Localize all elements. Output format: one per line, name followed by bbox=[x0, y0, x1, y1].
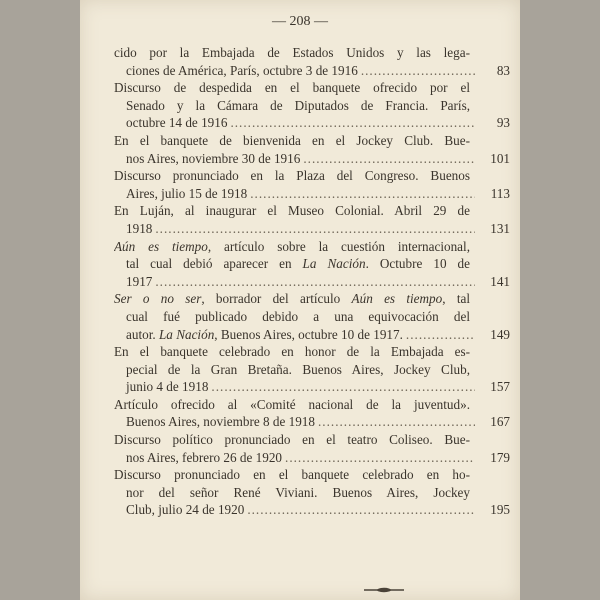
toc-entry bbox=[114, 396, 510, 431]
toc-text bbox=[126, 150, 300, 168]
toc-text: nos Aires, noviembre 30 de 1916 bbox=[126, 150, 301, 166]
toc-text: , artículo sobre la cuestión internacional, bbox=[207, 238, 470, 254]
toc-page-number: 93 bbox=[496, 115, 510, 131]
toc-text: 1918 bbox=[126, 220, 153, 236]
toc-entry-last-line bbox=[114, 114, 510, 132]
toc-entry-last-line bbox=[114, 449, 510, 467]
toc-entry-line: pecial de la Gran Bretaña. Buenos Aires, Jockey Club, bbox=[126, 361, 470, 377]
toc-page-number: 167 bbox=[490, 414, 510, 430]
toc-page-number: 149 bbox=[490, 326, 510, 342]
toc-text: , borrador del artículo bbox=[201, 291, 352, 307]
dot-leader bbox=[211, 378, 475, 396]
toc-italic-title: Ser o no ser bbox=[114, 291, 202, 307]
toc-text: . Octubre 10 de bbox=[365, 256, 470, 272]
toc-entry-last-line bbox=[114, 326, 510, 344]
toc-entry-line: En Luján, al inaugurar el Museo Colonial. Abril 29 de bbox=[114, 203, 470, 219]
toc-entry bbox=[114, 466, 510, 519]
toc-text bbox=[126, 326, 403, 344]
dot-leader bbox=[250, 185, 475, 203]
toc-text bbox=[126, 114, 227, 132]
toc-text bbox=[126, 378, 208, 396]
toc-entry-last-line bbox=[114, 378, 510, 396]
toc-entry-last-line bbox=[114, 62, 510, 80]
toc-entry-line: Discurso de despedida en el banquete ofrecido por el bbox=[114, 80, 470, 96]
dot-leader bbox=[285, 449, 475, 467]
toc-text bbox=[126, 449, 282, 467]
toc-entry-line: En el banquete celebrado en honor de la Embajada es- bbox=[114, 344, 470, 360]
dot-leader bbox=[361, 62, 475, 80]
toc-text: Aires, julio 15 de 1918 bbox=[126, 185, 248, 201]
toc-text bbox=[126, 62, 358, 80]
toc-text: 1917 bbox=[126, 273, 153, 289]
toc-text bbox=[126, 273, 152, 291]
toc-text bbox=[126, 413, 315, 431]
toc-page-number: 157 bbox=[490, 379, 510, 395]
page-number-header: — 208 — bbox=[272, 14, 328, 29]
toc-text: nos Aires, febrero 26 de 1920 bbox=[126, 449, 283, 465]
dot-leader bbox=[247, 501, 475, 519]
toc-text: junio 4 de 1918 bbox=[126, 379, 209, 395]
dot-leader bbox=[155, 273, 475, 291]
dot-leader bbox=[230, 114, 475, 132]
toc-entry bbox=[114, 431, 510, 466]
toc-entry-line: nor del señor René Viviani. Buenos Aires, Jockey bbox=[126, 484, 470, 500]
toc-entry-line: cido por la Embajada de Estados Unidos y las lega- bbox=[114, 45, 470, 60]
toc-page-number: 101 bbox=[490, 150, 510, 166]
toc-text: Buenos Aires, noviembre 8 de 1918 bbox=[126, 414, 315, 430]
toc-entry-line: Artículo ofrecido al «Comité nacional de la juventud». bbox=[114, 396, 470, 412]
toc-text: tal cual debió aparecer en bbox=[126, 256, 303, 272]
toc-entry-last-line bbox=[114, 185, 510, 203]
table-of-contents bbox=[114, 44, 510, 519]
toc-entry-line bbox=[114, 255, 510, 273]
toc-entry-line: Discurso político pronunciado en el teatro Coliseo. Bue- bbox=[114, 432, 470, 448]
toc-text: ciones de América, París, octubre 3 de 1916 bbox=[126, 62, 358, 78]
toc-text: , tal bbox=[442, 291, 470, 307]
toc-page-number: 113 bbox=[490, 185, 510, 201]
toc-text bbox=[126, 501, 244, 519]
toc-italic-title: Aún es tiempo bbox=[351, 291, 443, 307]
toc-text: Club, julio 24 de 1920 bbox=[126, 502, 245, 518]
toc-entry-last-line bbox=[114, 273, 510, 291]
toc-entry-last-line bbox=[114, 150, 510, 168]
toc-entry bbox=[114, 132, 510, 167]
toc-entry-line: Discurso pronunciado en la Plaza del Congreso. Buenos bbox=[114, 168, 470, 184]
toc-entry-last-line bbox=[114, 501, 510, 519]
toc-entry-line bbox=[114, 290, 510, 308]
dot-leader bbox=[318, 413, 475, 431]
toc-entry bbox=[114, 167, 510, 202]
toc-entry-line bbox=[114, 308, 510, 326]
ornament-icon bbox=[364, 578, 404, 584]
toc-page-number: 195 bbox=[490, 502, 510, 518]
toc-page-number: 179 bbox=[490, 449, 510, 465]
toc-italic-title: La Nación bbox=[302, 256, 366, 272]
toc-text: , Buenos Aires, octubre 10 de 1917. bbox=[214, 326, 403, 342]
toc-entry-line: Discurso pronunciado en el banquete celebrado en ho- bbox=[114, 467, 470, 483]
dot-leader bbox=[155, 220, 475, 238]
toc-entry bbox=[114, 202, 510, 237]
toc-entry-line bbox=[114, 238, 510, 256]
toc-entry-line: Senado y la Cámara de Diputados de Francia. París, bbox=[126, 97, 470, 113]
toc-entry bbox=[114, 44, 510, 79]
dot-leader bbox=[406, 326, 475, 344]
toc-entry-line: En el banquete de bienvenida en el Jockey Club. Bue- bbox=[114, 132, 470, 148]
toc-page-number: 83 bbox=[496, 62, 510, 78]
toc-page-number: 131 bbox=[490, 220, 510, 236]
toc-text bbox=[126, 220, 152, 238]
dot-leader bbox=[303, 150, 475, 168]
toc-entry bbox=[114, 343, 510, 396]
toc-entry-last-line bbox=[114, 413, 510, 431]
toc-italic-title: Aún es tiempo bbox=[114, 238, 208, 254]
toc-entry-last-line bbox=[114, 220, 510, 238]
toc-italic-title: La Nación bbox=[158, 326, 215, 342]
toc-entry bbox=[114, 290, 510, 343]
toc-text: octubre 14 de 1916 bbox=[126, 115, 228, 131]
toc-entry bbox=[114, 79, 510, 132]
toc-text: cual fué publicado debido a una equivocación del bbox=[126, 308, 470, 324]
toc-text: autor. bbox=[126, 326, 159, 342]
toc-entry bbox=[114, 238, 510, 291]
toc-text bbox=[126, 185, 247, 203]
toc-page-number: 141 bbox=[490, 273, 510, 289]
